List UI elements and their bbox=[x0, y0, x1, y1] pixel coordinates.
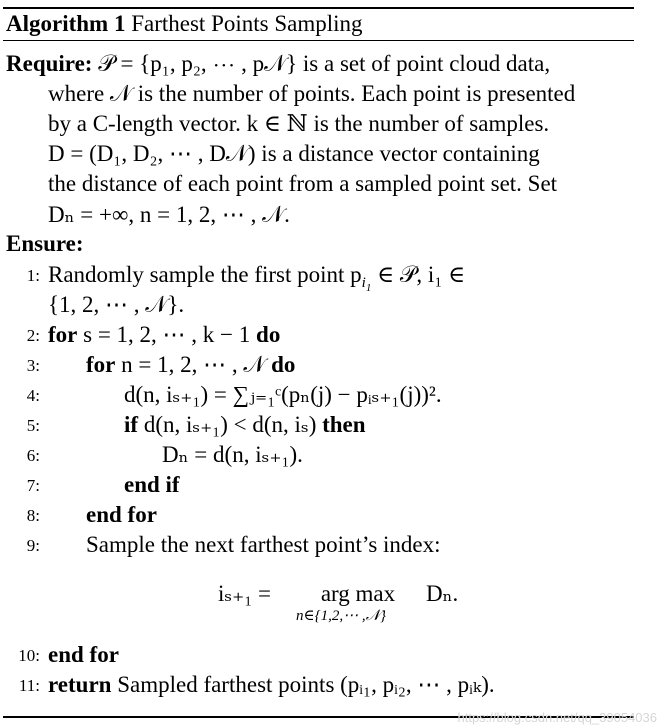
step-number-1: 1: bbox=[26, 266, 40, 285]
step-number-9: 9: bbox=[26, 536, 40, 555]
step-2-line bbox=[48, 321, 280, 349]
step-3-kw-do: do bbox=[271, 352, 296, 377]
step-5-kw-then: then bbox=[322, 412, 366, 437]
algorithm-name: Farthest Points Sampling bbox=[131, 11, 363, 36]
step-5-kw-if: if bbox=[124, 412, 139, 437]
step-5-text: d(n, iₛ₊₁) < d(n, iₛ) bbox=[138, 412, 323, 437]
step-5-line bbox=[124, 411, 366, 439]
equation-argmax-subscript: n∈{1,2,⋯ ,𝒩} bbox=[296, 608, 386, 624]
step-1-sub: i1 bbox=[361, 275, 372, 294]
step-number-11: 11: bbox=[18, 676, 40, 695]
require-line-4: the distance of each point from a sampled point set. Set bbox=[48, 171, 558, 196]
require-line-3: D = (D₁, D₂, ⋯ , D𝒩) is a distance vector containing bbox=[48, 141, 540, 166]
step-11-line bbox=[48, 671, 495, 699]
top-rule bbox=[3, 7, 634, 9]
step-6-line: Dₙ = d(n, iₛ₊₁). bbox=[162, 442, 303, 467]
equation-lhs: iₛ₊₁ = bbox=[218, 581, 272, 606]
step-1-text-a: Randomly sample the first point p bbox=[48, 262, 362, 287]
step-number-5: 5: bbox=[26, 416, 40, 435]
step-number-10: 10: bbox=[18, 646, 40, 665]
step-number-6: 6: bbox=[26, 446, 40, 465]
step-number-3: 3: bbox=[26, 356, 40, 375]
algorithm-title bbox=[6, 10, 363, 38]
step-3-text: n = 1, 2, ⋯ , 𝒩 bbox=[115, 352, 272, 377]
step-8-line: end for bbox=[86, 502, 157, 527]
step-2-text: s = 1, 2, ⋯ , k − 1 bbox=[77, 322, 257, 347]
step-11-text: Sampled farthest points (pᵢ₁, pᵢ₂, ⋯ , pᵢₖ). bbox=[111, 672, 495, 697]
step-number-8: 8: bbox=[26, 506, 40, 525]
step-1-continuation: {1, 2, ⋯ , 𝒩}. bbox=[48, 292, 185, 317]
require-text-0: 𝒫 = {p₁, p₂, ⋯ , p𝒩} is a set of point cloud data, bbox=[98, 51, 551, 76]
step-11-kw-return: return bbox=[48, 672, 112, 697]
step-7-line: end if bbox=[124, 472, 180, 497]
ensure-label: Ensure: bbox=[6, 231, 84, 256]
equation-argmax: arg max bbox=[320, 581, 396, 606]
require-line-5: Dₙ = +∞, n = 1, 2, ⋯ , 𝒩. bbox=[48, 202, 290, 227]
step-number-7: 7: bbox=[26, 476, 40, 495]
step-3-line bbox=[86, 351, 295, 379]
step-number-4: 4: bbox=[26, 386, 40, 405]
step-2-kw-for: for bbox=[48, 322, 78, 347]
require-line-2: by a C-length vector. k ∈ ℕ is the number of samples. bbox=[48, 111, 550, 136]
step-4-line: d(n, iₛ₊₁) = ∑ⱼ₌₁ᶜ(pₙ(j) − pᵢₛ₊₁(j))². bbox=[124, 382, 442, 407]
title-rule bbox=[3, 40, 634, 41]
watermark: https://blog.csdn.net/qq_39054036 bbox=[457, 710, 657, 725]
step-9-line: Sample the next farthest point’s index: bbox=[86, 532, 441, 557]
require-line-0 bbox=[6, 50, 550, 78]
step-number-2: 2: bbox=[26, 326, 40, 345]
step-2-kw-do: do bbox=[256, 322, 281, 347]
require-line-1: where 𝒩 is the number of points. Each point is presented bbox=[48, 81, 576, 106]
step-10-line: end for bbox=[48, 642, 119, 667]
require-label: Require: bbox=[6, 51, 93, 76]
step-3-kw-for: for bbox=[86, 352, 116, 377]
step-1-text-b: ∈ 𝒫, i₁ ∈ bbox=[371, 262, 466, 287]
equation-rhs: Dₙ. bbox=[426, 581, 459, 606]
algorithm-label: Algorithm 1 bbox=[6, 11, 126, 36]
